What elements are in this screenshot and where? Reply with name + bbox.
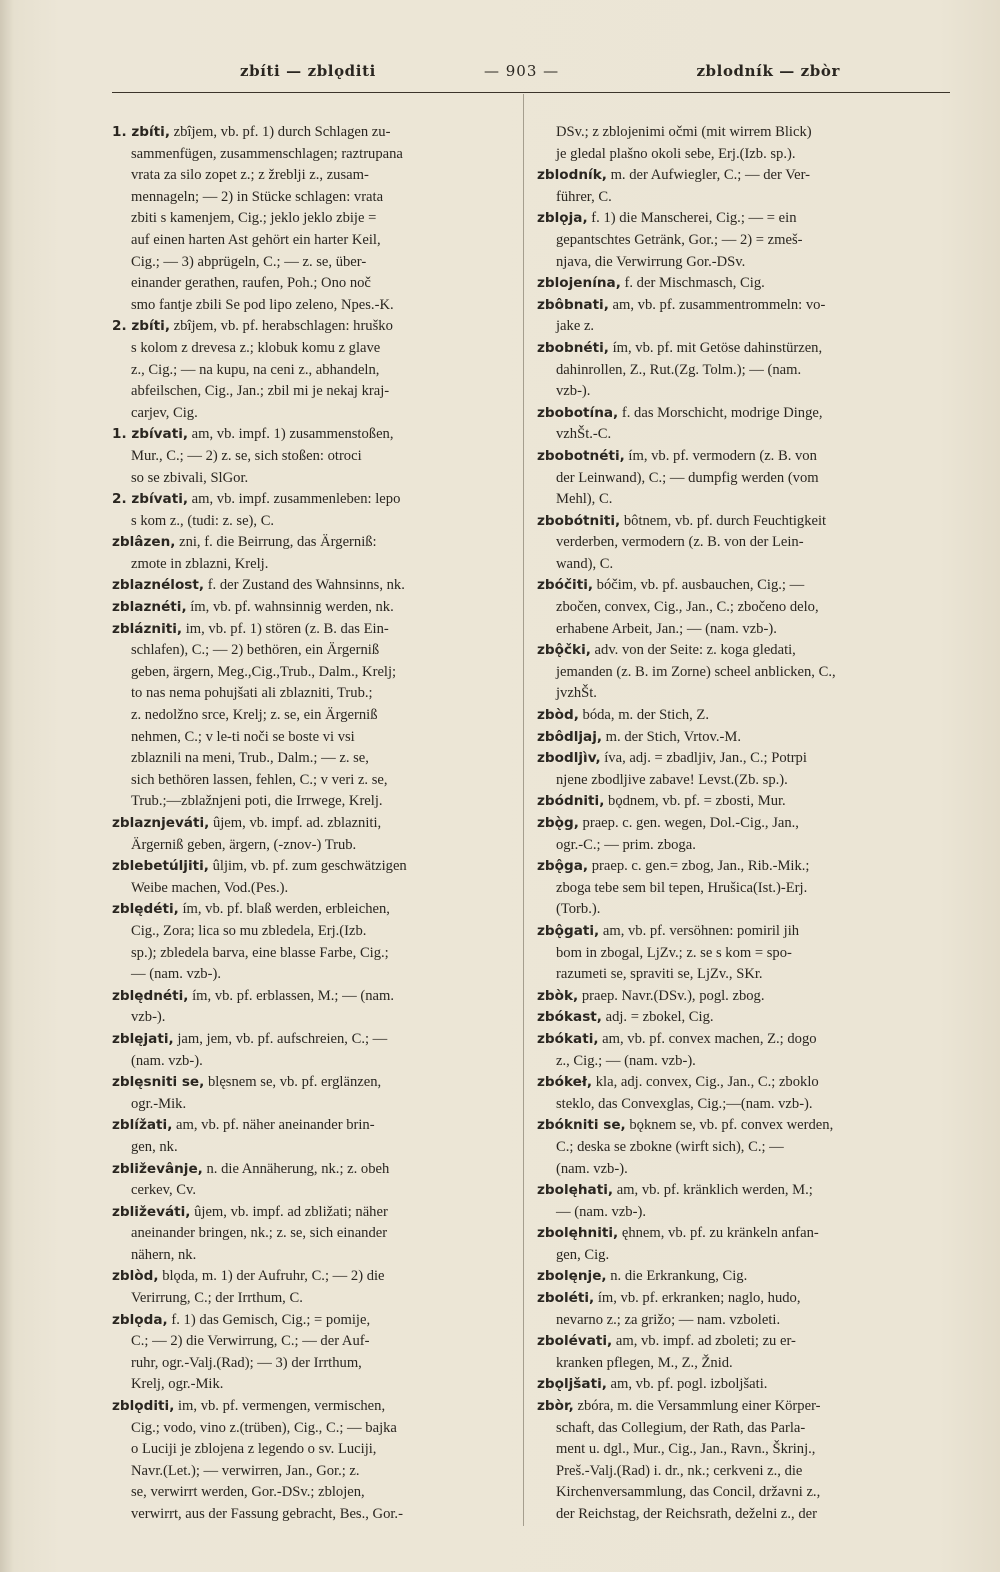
text-line: njene zbodljive zabave! Levst.(Zb. sp.). (556, 771, 788, 788)
text-line: zbliževânje, n. die Annäherung, nk.; z. obeh (112, 1160, 390, 1177)
text-line: zbobotnéti, ím, vb. pf. vermodern (z. B. von (537, 447, 817, 464)
text-line: vzb-). (131, 1009, 166, 1026)
text-line: zbókati, am, vb. pf. convex machen, Z.; dogo (537, 1030, 817, 1047)
text-line: 2. zbíti, zbîjem, vb. pf. herabschlagen: hruško (112, 318, 393, 335)
header-rule (112, 92, 950, 93)
text-line: jake z. (556, 318, 595, 335)
text-line: zblòd, blǫda, m. 1) der Aufruhr, C.; — 2) die (112, 1268, 385, 1285)
text-line: C.; — 2) die Verwirrung, C.; — der Auf- (131, 1333, 370, 1350)
text-line: zbǫ̂gati, am, vb. pf. versöhnen: pomiril jih (537, 922, 800, 939)
text-line: Kirchenversammlung, das Concil, državni z., (556, 1484, 821, 1501)
text-line: zbókast, adj. = zbokel, Cig. (537, 1009, 714, 1026)
text-line: erhabene Arbeit, Jan.; — (nam. vzb-). (556, 620, 777, 637)
text-line: z., Cig.; — na kupu, na ceni z., abhandeln, (131, 361, 380, 378)
text-line: sich bethören lassen, fehlen, C.; v veri z. se, (131, 771, 388, 788)
text-line: 1. zbívati, am, vb. impf. 1) zusammenstoßen, (112, 426, 394, 443)
text-line: Navr.(Let.); — verwirren, Jan., Gor.; z. (131, 1462, 360, 1479)
text-line: 1. zbíti, zbîjem, vb. pf. 1) durch Schlagen zu- (112, 124, 391, 140)
text-line: s kolom z drevesa z.; klobuk komu z glave (131, 339, 381, 356)
text-line: zbǫ̂ga, praep. c. gen.= zbog, Jan., Rib.-Mik.; (537, 858, 810, 875)
text-line: Verirrung, C.; der Irrthum, C. (131, 1290, 303, 1307)
text-line: aneinander bringen, nk.; z. se, sich einander (131, 1225, 388, 1242)
text-line: o Luciji je zblojena z legendo o sv. Luciji, (131, 1441, 377, 1458)
text-line: zbodljìv, íva, adj. = zbadljiv, Jan., C.; Potrpi (537, 750, 807, 767)
text-line: njava, die Verwirrung Gor.-DSv. (556, 253, 746, 270)
text-line: zblaznéti, ím, vb. pf. wahnsinnig werden, nk. (112, 599, 394, 616)
text-line: jemanden (z. B. im Zorne) scheel anblicken, C., (556, 663, 836, 680)
text-line: ogr.-Mik. (131, 1095, 187, 1112)
text-line: gen, nk. (131, 1138, 178, 1155)
text-line: zbolęnje, n. die Erkrankung, Cig. (537, 1268, 748, 1285)
text-line: smo fantje zbili Se pod lipo zeleno, Npes.-K. (131, 296, 394, 313)
text-line: zbódniti, bǫdnem, vb. pf. = zbosti, Mur. (537, 793, 786, 810)
text-line: sammenfügen, zusammenschlagen; raztrupana (131, 145, 403, 162)
text-line: zblaznili na meni, Trub., Dalm.; — z. se, (131, 750, 369, 767)
text-line: zbǫ̀g, praep. c. gen. wegen, Dol.-Cig., Jan., (537, 815, 799, 831)
text-line: Trub.;—zblažnjeni poti, die Irrwege, Krelj. (131, 793, 383, 810)
text-line: zbǫ̂čki, adv. von der Seite: z. koga gledati, (537, 642, 796, 659)
text-line: DSv.; z zblojenimi očmi (mit wirrem Blick) (556, 124, 812, 140)
text-line: Weibe machen, Vod.(Pes.). (131, 879, 289, 896)
text-line: Krelj, ogr.-Mik. (131, 1376, 224, 1393)
text-line: so se zbivali, SlGor. (131, 469, 249, 486)
text-line: zblaznélost, f. der Zustand des Wahnsinns, nk. (112, 577, 405, 594)
text-line: schlafen), C.; — 2) bethören, ein Ärgerniß (131, 642, 380, 659)
text-line: zbobotína, f. das Morschicht, modrige Dinge, (537, 404, 823, 421)
text-line: vzb-). (556, 383, 591, 400)
column-divider (523, 94, 524, 1526)
text-line: zbobótniti, bôtnem, vb. pf. durch Feuchtigkeit (537, 512, 827, 529)
text-line: gen, Cig. (556, 1246, 610, 1263)
text-line: zbliževáti, ûjem, vb. impf. ad zbližati; näher (112, 1203, 388, 1220)
text-line: zblǫda, f. 1) das Gemisch, Cig.; = pomije, (112, 1311, 371, 1328)
text-line: zblędnéti, ím, vb. pf. erblassen, M.; — (nam. (112, 987, 394, 1004)
text-line: wand), C. (556, 555, 614, 572)
text-line: 2. zbívati, am, vb. impf. zusammenleben: lepo (112, 491, 401, 508)
page-number: — 903 — (484, 62, 560, 80)
text-line: zbobnéti, ím, vb. pf. mit Getöse dahinstürzen, (537, 339, 823, 356)
text-line: jvzhŠt. (556, 685, 597, 702)
text-line: der Reichstag, der Reichsrath, deželni z., der (556, 1506, 817, 1522)
text-line: C.; deska se zbokne (wirft sich), C.; — (556, 1138, 784, 1155)
text-line: zblodník, m. der Aufwiegler, C.; — der Ver- (537, 167, 811, 184)
right-column (537, 122, 951, 1526)
text-line: cerkev, Cv. (131, 1182, 196, 1199)
text-line: zbiti s kamenjem, Cig.; jeklo jeklo zbije = (131, 210, 377, 227)
text-line: zblížati, am, vb. pf. näher aneinander brin- (112, 1117, 375, 1134)
text-line: s kom z., (tudi: z. se), C. (131, 512, 275, 529)
text-line: führer, C. (556, 188, 612, 205)
header-right-guideword: zblodník — zbòr (696, 62, 840, 80)
text-line: zbôdljaj, m. der Stich, Vrtov.-M. (537, 728, 741, 745)
text-line: zblojenína, f. der Mischmasch, Cig. (537, 275, 765, 292)
text-line: (Torb.). (556, 901, 601, 918)
text-line: zbóčiti, bóčim, vb. pf. ausbauchen, Cig.; — (537, 577, 805, 594)
text-line: zblázniti, im, vb. pf. 1) stören (z. B. das Ein- (112, 620, 389, 637)
text-line: zboga tebe sem bil tepen, Hrušica(Ist.)-Erj. (556, 879, 808, 896)
text-line: z. nedolžno srce, Krelj; z. se, ein Ärgerniß (131, 707, 378, 724)
text-line: to nas nema pohujšati ali zblazniti, Trub.; (131, 685, 373, 702)
text-line: ment u. dgl., Mur., Cig., Jan., Ravn., Škrinj., (556, 1441, 816, 1458)
text-line: se, verwirrt werden, Gor.-DSv.; zblojen, (131, 1484, 365, 1501)
text-line: bom in zbogal, LjZv.; z. se s kom = spo- (556, 944, 792, 961)
text-line: verwirrt, aus der Fassung gebracht, Bes., Gor.- (131, 1506, 403, 1522)
text-line: carjev, Cig. (131, 404, 198, 421)
text-line: razumeti se, spraviti se, LjZv., SKr. (556, 966, 763, 983)
text-line: verderben, vermodern (z. B. von der Lein- (556, 534, 804, 551)
text-line: (nam. vzb-). (556, 1160, 628, 1177)
text-line: zbôbnati, am, vb. pf. zusammentrommeln: vo- (537, 296, 826, 313)
text-line: (nam. vzb-). (131, 1052, 203, 1069)
text-line: steklo, das Convexglas, Cig.;—(nam. vzb-). (556, 1095, 813, 1112)
text-line: zbolévati, am, vb. impf. ad zboleti; zu er- (537, 1333, 796, 1350)
text-line: schaft, das Collegium, der Rath, das Parla- (556, 1419, 806, 1436)
text-line: Ärgerniß geben, ärgern, (-znov-) Trub. (131, 836, 357, 853)
text-line: Cig.; — 3) abprügeln, C.; — z. se, über- (131, 253, 367, 270)
page-header (112, 62, 950, 88)
text-line: zboléti, ím, vb. pf. erkranken; naglo, hudo, (537, 1290, 801, 1307)
text-line: geben, ärgern, Meg.,Cig.,Trub., Dalm., Krelj; (131, 663, 397, 680)
text-line: mennageln; — 2) in Stücke schlagen: vrata (131, 188, 384, 205)
text-line: einander gerathen, raufen, Poh.; Ono noč (131, 275, 371, 292)
text-line: sp.); zbledela barva, eine blasse Farbe, Cig.; (131, 944, 389, 961)
text-line: zblaznjeváti, ûjem, vb. impf. ad. zblazniti, (112, 815, 382, 831)
text-line: zblęjati, jam, jem, vb. pf. aufschreien, C.; — (112, 1030, 388, 1047)
text-line: z., Cig.; — (nam. vzb-). (556, 1052, 696, 1069)
text-line: Cig.; vodo, vino z.(trüben), Cig., C.; — bajka (131, 1419, 397, 1436)
text-line: zblędéti, ím, vb. pf. blaß werden, erbleichen, (112, 901, 390, 918)
text-line: dahinrollen, Z., Rut.(Zg. Tolm.); — (nam. (556, 361, 802, 378)
header-left-guideword: zbíti — zblǫditi (240, 62, 376, 80)
text-line: ogr.-C.; — prim. zboga. (556, 836, 696, 853)
text-line: zblebetúljiti, ûljim, vb. pf. zum geschwätzigen (112, 858, 407, 875)
text-line: vrata za silo zopet z.; z žreblji z., zusam- (131, 167, 369, 184)
text-line: der Leinwand), C.; — dumpfig werden (vom (556, 469, 819, 486)
text-line: zmote in zblazni, Krelj. (131, 555, 269, 572)
text-line: je gledal plašno okoli sebe, Erj.(Izb. sp.). (556, 145, 796, 162)
text-line: — (nam. vzb-). (131, 966, 221, 983)
text-line: zbòk, praep. Navr.(DSv.), pogl. zbog. (537, 987, 765, 1004)
text-line: zblâzen, zni, f. die Beirrung, das Ärgerniß: (112, 534, 377, 551)
text-line: zblęsniti se, blęsnem se, vb. pf. erglänzen, (112, 1074, 382, 1091)
text-line: zbolęhati, am, vb. pf. kränklich werden, M.; (537, 1182, 813, 1199)
text-line: zblǫja, f. 1) die Manscherei, Cig.; — = ein (537, 210, 797, 227)
text-line: nevarno z.; za grižo; — nam. vzboleti. (556, 1311, 781, 1328)
text-line: zbòr, zbóra, m. die Versammlung einer Körper- (537, 1398, 821, 1415)
text-line: zbǫljšati, am, vb. pf. pogl. izboljšati. (537, 1376, 768, 1393)
text-line: zbočen, convex, Cig., Jan., C.; zbočeno delo, (556, 599, 819, 616)
text-line: ruhr, ogr.-Valj.(Rad); — 3) der Irrthum, (131, 1354, 362, 1371)
text-line: nähern, nk. (131, 1246, 197, 1263)
text-line: zblǫditi, im, vb. pf. vermengen, vermischen, (112, 1398, 386, 1415)
text-line: Cig., Zora; lica so mu zbledela, Erj.(Izb. (131, 922, 367, 939)
text-line: gepantschtes Getränk, Gor.; — 2) = zmeš- (556, 231, 803, 248)
text-line: zbòd, bóda, m. der Stich, Z. (537, 707, 709, 724)
text-line: Preš.-Valj.(Rad) i. dr., nk.; cerkveni z., die (556, 1462, 803, 1479)
text-line: Mehl), C. (556, 491, 613, 508)
text-line: auf einen harten Ast gehört ein harter Keil, (131, 231, 381, 248)
text-line: abfeilschen, Cig., Jan.; zbil mi je nekaj kraj- (131, 383, 390, 400)
text-line: nehmen, C.; v le-ti noči se boste vi vsi (131, 728, 355, 745)
text-line: zbókniti se, bǫknem se, vb. pf. convex werden, (537, 1117, 834, 1134)
text-line: zbókeł, kla, adj. convex, Cig., Jan., C.; zboklo (537, 1074, 819, 1091)
text-line: — (nam. vzb-). (556, 1203, 646, 1220)
text-line: zbolęhniti, ęhnem, vb. pf. zu kränkeln anfan- (537, 1225, 819, 1242)
text-line: kranken pflegen, M., Z., Žnid. (556, 1354, 733, 1371)
text-line: vzhŠt.-C. (556, 426, 612, 443)
left-column (112, 122, 512, 1526)
text-line: Mur., C.; — 2) z. se, sich stoßen: otroci (131, 447, 362, 464)
